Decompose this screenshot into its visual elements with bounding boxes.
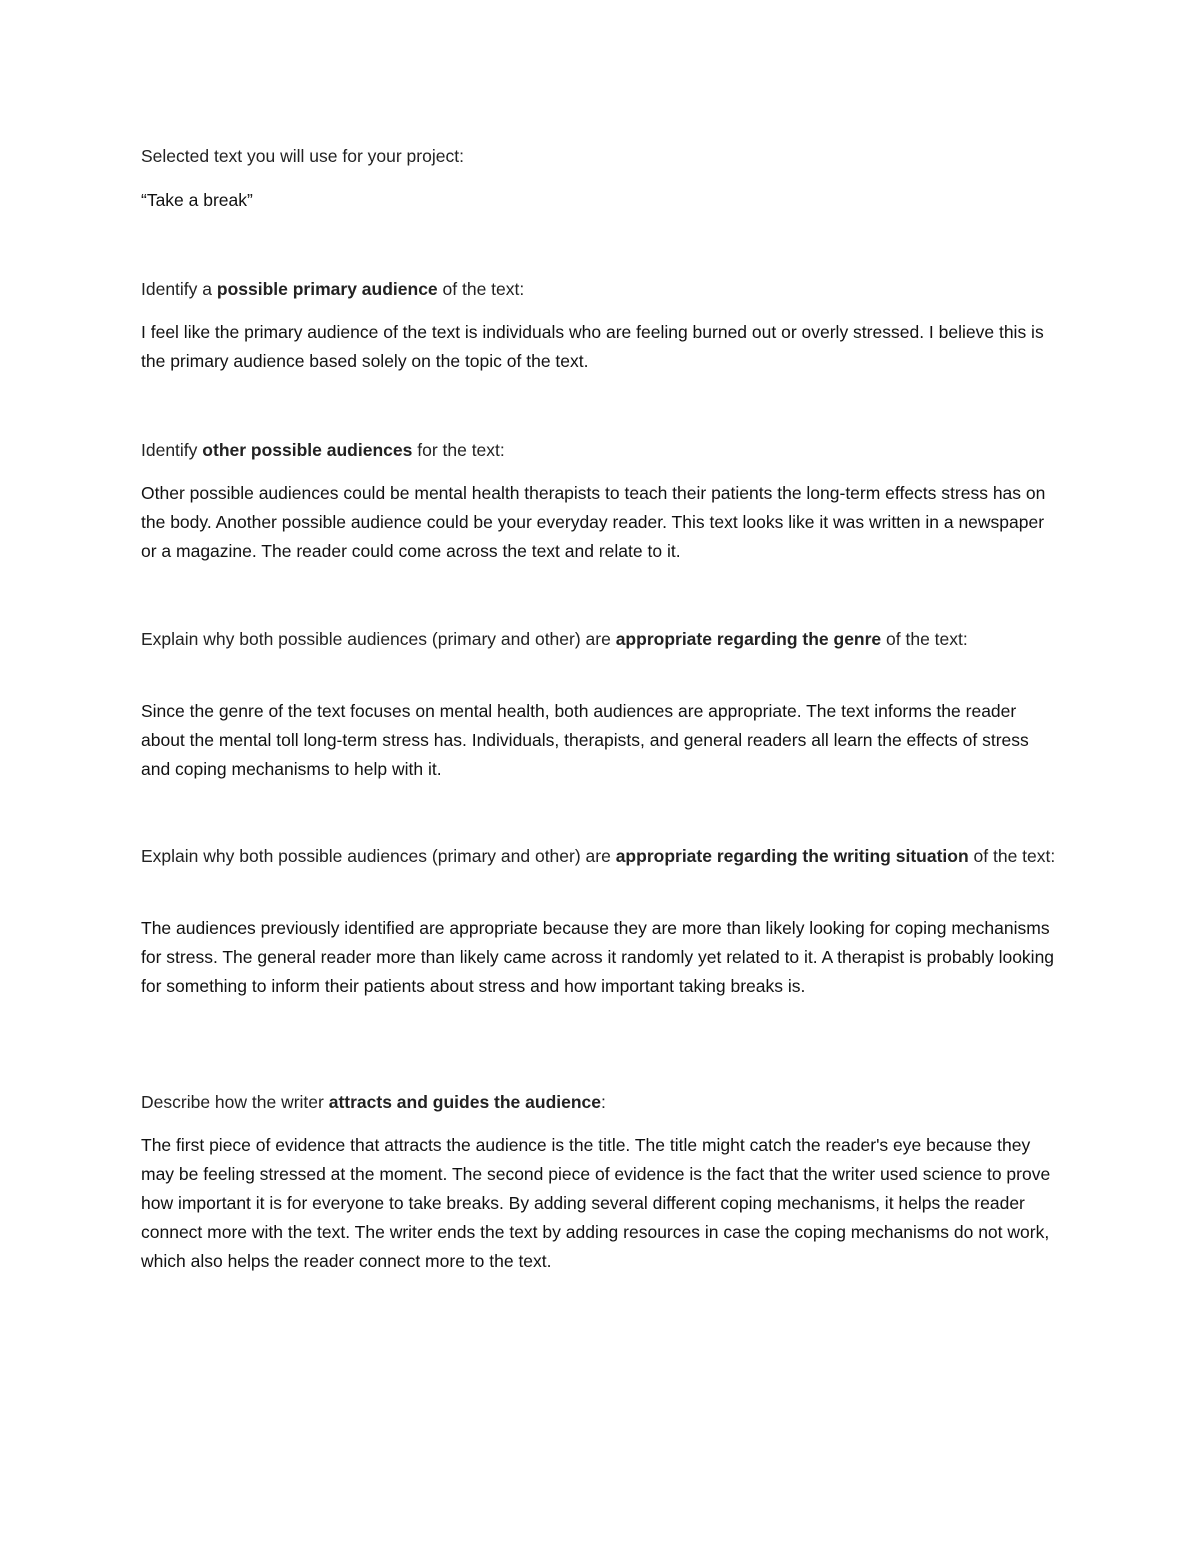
answer-genre: Since the genre of the text focuses on mental health, both audiences are appropriate. The text informs the reader about the mental toll long-term stress has. Individuals, therapists, and general readers all learn the effects of stress and coping mechanisms to help with it. xyxy=(141,701,1029,779)
question-other-audiences xyxy=(141,436,1056,465)
question-text: of the text: xyxy=(437,279,525,299)
answer-writing-situation: The audiences previously identified are appropriate because they are more than likely looking for coping mechanisms for stress. The general reader more than likely came across it randomly yet related to it. A therapist is probably looking for something to inform their patients about stress and how important taking breaks is. xyxy=(141,918,1055,996)
question-emphasis: appropriate regarding the genre xyxy=(615,629,882,649)
question-text: Describe how the writer xyxy=(141,1092,329,1112)
question-text: of the text: xyxy=(881,629,968,649)
question-text: for the text: xyxy=(412,440,505,460)
question-genre xyxy=(141,625,1056,654)
question-emphasis: possible primary audience xyxy=(216,279,438,299)
question-text: Identify xyxy=(141,440,203,460)
question-emphasis: appropriate regarding the writing situation xyxy=(615,846,969,866)
answer-primary-audience: I feel like the primary audience of the text is individuals who are feeling burned out or overly stressed. I believe this is the primary audience based solely on the topic of the text. xyxy=(141,322,1044,371)
question-text: : xyxy=(601,1092,606,1112)
question-emphasis: attracts and guides the audience xyxy=(328,1092,602,1112)
question-text: Explain why both possible audiences (primary and other) are xyxy=(141,629,616,649)
selected-text-label: Selected text you will use for your project: xyxy=(141,146,464,166)
question-attracts-guides xyxy=(141,1088,1056,1117)
question-primary-audience xyxy=(141,275,1056,304)
answer-attracts-guides: The first piece of evidence that attracts the audience is the title. The title might catch the reader's eye because they may be feeling stressed at the moment. The second piece of evidence is the fact that the writer used science to prove how important it is for everyone to take breaks. By adding several different coping mechanisms, it helps the reader connect more with the text. The writer ends the text by adding resources in case the coping mechanisms do not work, which also helps the reader connect more to the text. xyxy=(141,1135,1051,1271)
question-emphasis: other possible audiences xyxy=(202,440,413,460)
question-writing-situation xyxy=(141,842,1056,871)
question-text: Explain why both possible audiences (primary and other) are xyxy=(141,846,616,866)
selected-text-title: “Take a break” xyxy=(141,190,253,210)
question-text: of the text: xyxy=(968,846,1056,866)
answer-other-audiences: Other possible audiences could be mental health therapists to teach their patients the long-term effects stress has on the body. Another possible audience could be your everyday reader. This text looks like it was written in a newspaper or a magazine. The reader could come across the text and relate to it. xyxy=(141,483,1046,561)
question-text: Identify a xyxy=(141,279,217,299)
